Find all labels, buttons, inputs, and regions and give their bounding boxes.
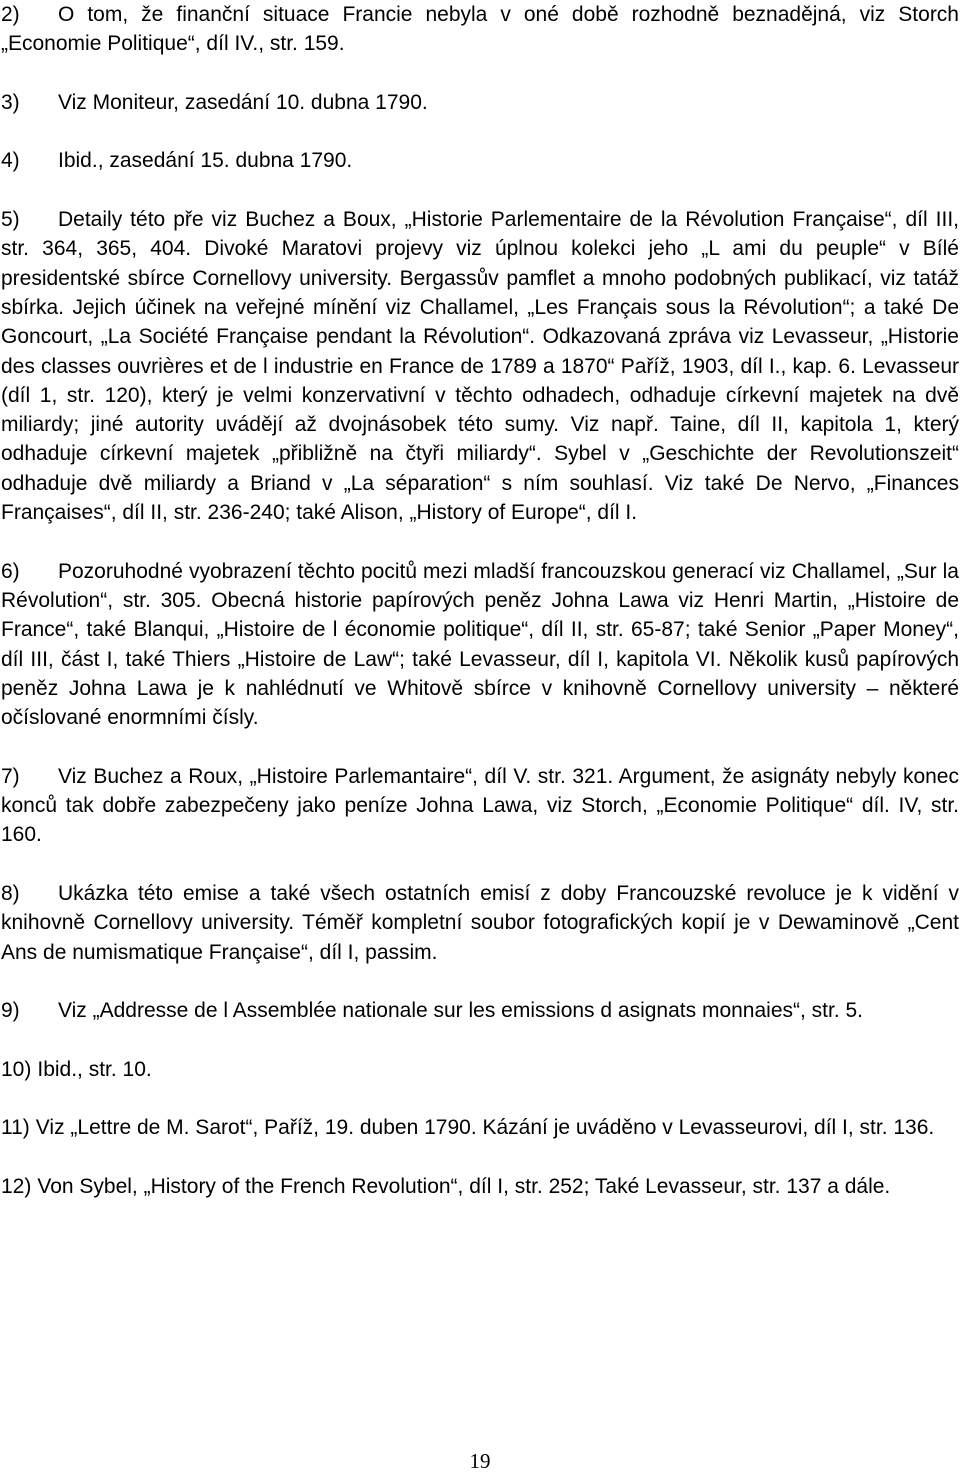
- endnote-text: Viz „Addresse de l Assemblée nationale sur les emissions d asignats monnaies“, str. 5.: [58, 999, 864, 1023]
- endnote-number: 8): [1, 881, 20, 905]
- endnote-number: 2): [1, 3, 20, 26]
- endnote-4: [1, 146, 959, 175]
- endnote-number: 10): [1, 1057, 32, 1081]
- endnote-number: 7): [1, 764, 20, 788]
- endnote-8: [1, 879, 959, 967]
- endnote-11: [1, 1113, 959, 1142]
- endnote-text: Detaily této pře viz Buchez a Boux, „Historie Parlementaire de la Révolution Française“, díl III, str. 364, 365, 404. Divoké Maratovi projevy viz úplnou kolekci jeho „L ami du peuple“ v Bílé presidentské sbírce Cornellovy university. Bergassův pamflet a mnoho podobných publikací, viz tatáž sbírka. Jejich účinek na veřejné mínění viz Challamel, „Les Français sous la Révolution“; a také De Goncourt, „La Société Française pendant la Révolution“. Odkazovaná zpráva viz Levasseur, „Historie des classes ouvrières et de l industrie en France de 1789 a 1870“ Paříž, 1903, díl I., kap. 6. Levasseur (díl 1, str. 120), který je velmi konzervativní v těchto odhadech, odhaduje církevní majetek na dvě miliardy; jiné autority uvádějí až dvojnásobek této sumy. Viz např. Taine, díl II, kapitola 1, který odhaduje církevní majetek „přibližně na čtyři miliardy“. Sybel v „Geschichte der Revolutionszeit“ odhaduje dvě miliardy a Briand v „La séparation“ s ním souhlasí. Viz také De Nervo, „Finances Françaises“, díl II, str. 236-240; také Alison, „History of Europe“, díl I.: [1, 208, 959, 525]
- endnote-3: [1, 88, 959, 117]
- page-number: 19: [469, 1449, 491, 1473]
- endnote-text: O tom, že finanční situace Francie nebyla v oné době rozhodně beznadějná, viz Storch „Economie Politique“, díl IV., str. 159.: [1, 3, 959, 56]
- endnote-number: 3): [1, 90, 20, 114]
- endnote-5: [1, 205, 959, 527]
- endnote-text: Ibid., str. 10.: [37, 1057, 152, 1081]
- endnote-number: 9): [1, 999, 20, 1023]
- endnote-12: [1, 1172, 959, 1201]
- endnote-2: [1, 0, 959, 59]
- endnote-text: Ukázka této emise a také všech ostatních emisí z doby Francouzské revoluce je k vidění v knihovně Cornellovy university. Téměř kompletní soubor fotografických kopií je v Dewaminově „Cent Ans de numismatique Française“, díl I, passim.: [1, 881, 959, 964]
- endnote-text: Viz Moniteur, zasedání 10. dubna 1790.: [58, 90, 428, 114]
- endnote-text: Pozoruhodné vyobrazení těchto pocitů mezi mladší francouzskou generací viz Challamel, „Sur la Révolution“, str. 305. Obecná historie papírových peněz Johna Lawa viz Henri Martin, „Histoire de France“, také Blanqui, „Histoire de l économie politique“, díl II, str. 65-87; také Senior „Paper Money“, díl III, část I, také Thiers „Histoire de Law“; také Levasseur, díl I, kapitola VI. Několik kusů papírových peněz Johna Lawa je k nahlédnutí ve Whitově sbírce v knihovně Cornellovy university – některé očíslované enormními čísly.: [1, 559, 959, 730]
- endnote-10: [1, 1055, 959, 1084]
- endnote-text: Viz „Lettre de M. Sarot“, Paříž, 19. duben 1790. Kázání je uváděno v Levasseurovi, díl I, str. 136.: [35, 1116, 935, 1140]
- endnote-number: 5): [1, 208, 20, 232]
- endnote-text: Ibid., zasedání 15. dubna 1790.: [58, 149, 353, 173]
- endnote-number: 12): [1, 1174, 32, 1198]
- endnote-text: Viz Buchez a Roux, „Histoire Parlemantaire“, díl V. str. 321. Argument, že asignáty nebyly konec konců tak dobře zabezpečeny jako peníze Johna Lawa, viz Storch, „Economie Politique“ díl. IV, str. 160.: [1, 764, 959, 847]
- endnote-text: Von Sybel, „History of the French Revolution“, díl I, str. 252; Také Levasseur, str. 137 a dále.: [37, 1174, 891, 1198]
- endnotes-list: [1, 0, 959, 1201]
- endnote-number: 11): [1, 1116, 30, 1140]
- endnote-number: 4): [1, 149, 20, 173]
- endnote-7: [1, 762, 959, 850]
- endnote-6: [1, 557, 959, 733]
- endnote-9: [1, 996, 959, 1025]
- endnote-number: 6): [1, 559, 20, 583]
